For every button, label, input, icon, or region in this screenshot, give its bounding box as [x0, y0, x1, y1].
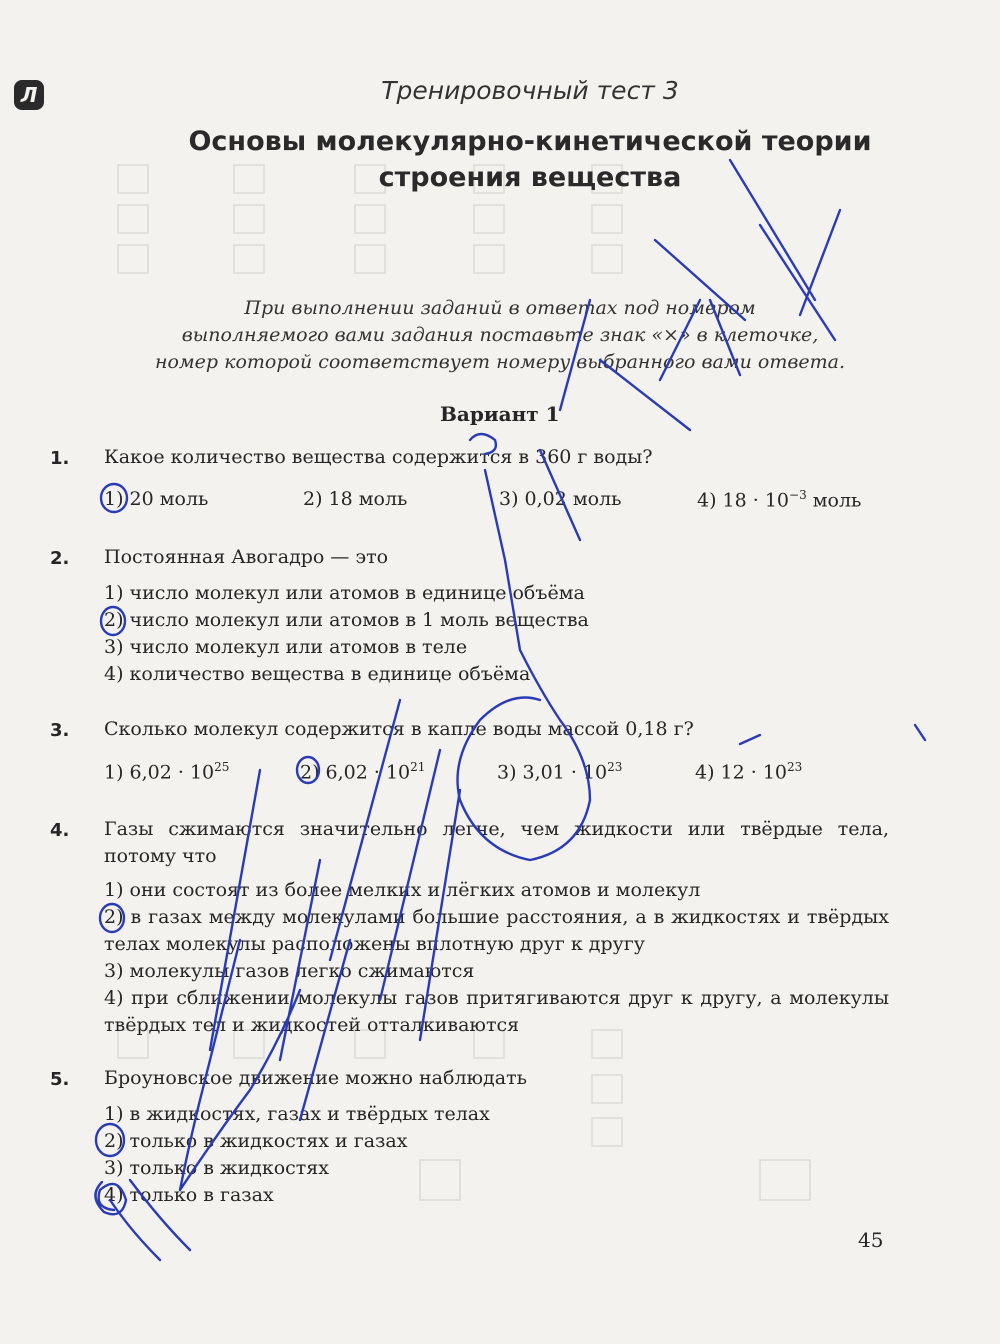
question-1-option-2[interactable]: 2) 18 моль: [303, 488, 408, 510]
question-4-text: Газы сжимаются значительно легче, чем жидкости или твёрдые тела, потому что: [104, 818, 889, 867]
question-4-option-3[interactable]: 3) молекулы газов легко сжимаются: [104, 960, 475, 982]
option-exponent: 21: [410, 760, 426, 774]
question-5-option-3[interactable]: 3) только в жидкостях: [104, 1157, 330, 1179]
question-5-text: Броуновское движение можно наблюдать: [104, 1067, 527, 1089]
option-base: 1) 6,02 · 10: [104, 761, 215, 784]
option-unit: моль: [806, 489, 862, 512]
question-3-option-2[interactable]: [300, 760, 425, 783]
question-5-option-4[interactable]: 4) только в газах: [104, 1184, 274, 1206]
instructions: [105, 295, 895, 376]
option-base: 2) 6,02 · 10: [300, 761, 411, 784]
question-1-text: Какое количество вещества содержится в 360 г воды?: [104, 446, 653, 468]
question-3-option-1[interactable]: [104, 760, 229, 783]
option-exponent: 23: [787, 760, 803, 774]
question-1-option-3[interactable]: 3) 0,02 моль: [499, 488, 622, 510]
title-line-1: Основы молекулярно-кинетической теории: [188, 126, 872, 157]
question-1-number: 1.: [50, 448, 70, 469]
question-4-option-1[interactable]: 1) они состоят из более мелких и лёгких атомов и молекул: [104, 879, 701, 901]
question-4-option-2[interactable]: 2) в газах между молекулами большие расстояния, а в жидкостях и твёрдых телах молекулы расположены вплотную друг к другу: [104, 906, 889, 955]
title-line-2: строения вещества: [378, 162, 682, 193]
instructions-line-3: номер которой соответствует номеру выбранного вами ответа.: [154, 351, 846, 373]
question-5-option-2[interactable]: 2) только в жидкостях и газах: [104, 1130, 408, 1152]
publisher-logo: Л: [14, 80, 44, 110]
question-1-option-1[interactable]: 1) 20 моль: [104, 488, 209, 510]
question-5-option-1[interactable]: 1) в жидкостях, газах и твёрдых телах: [104, 1103, 490, 1125]
option-base: 4) 12 · 10: [695, 761, 788, 784]
question-3-number: 3.: [50, 720, 70, 741]
option-exponent: −3: [789, 488, 807, 502]
question-3-option-4[interactable]: [695, 760, 802, 783]
question-2-text: Постоянная Авогадро — это: [104, 546, 389, 568]
page-title: [0, 124, 1000, 196]
option-exponent: 23: [607, 760, 623, 774]
question-2-option-4[interactable]: 4) количество вещества в единице объёма: [104, 663, 531, 685]
question-5-number: 5.: [50, 1069, 70, 1090]
question-4-option-4[interactable]: 4) при сближении молекулы газов притягиваются друг к другу, а молекулы твёрдых тел и жидкостей отталкиваются: [104, 987, 889, 1036]
option-base: 3) 3,01 · 10: [497, 761, 608, 784]
question-1-option-4[interactable]: [697, 488, 861, 511]
question-3-option-3[interactable]: [497, 760, 622, 783]
instructions-line-2: выполняемого вами задания поставьте знак «×» в клеточке,: [181, 324, 819, 346]
test-subtitle: Тренировочный тест 3: [381, 76, 679, 105]
question-2-number: 2.: [50, 548, 70, 569]
question-2-option-1[interactable]: 1) число молекул или атомов в единице объёма: [104, 582, 585, 604]
option-base: 4) 18 · 10: [697, 489, 790, 512]
question-4-number: 4.: [50, 820, 70, 841]
question-2-option-2[interactable]: 2) число молекул или атомов в 1 моль вещества: [104, 609, 589, 631]
question-2-option-3[interactable]: 3) число молекул или атомов в теле: [104, 636, 468, 658]
variant-heading: Вариант 1: [440, 402, 560, 426]
instructions-line-1: При выполнении заданий в ответах под номером: [244, 297, 756, 319]
page-number: 45: [858, 1228, 884, 1252]
question-3-text: Сколько молекул содержится в капле воды массой 0,18 г?: [104, 718, 694, 740]
option-exponent: 25: [214, 760, 230, 774]
